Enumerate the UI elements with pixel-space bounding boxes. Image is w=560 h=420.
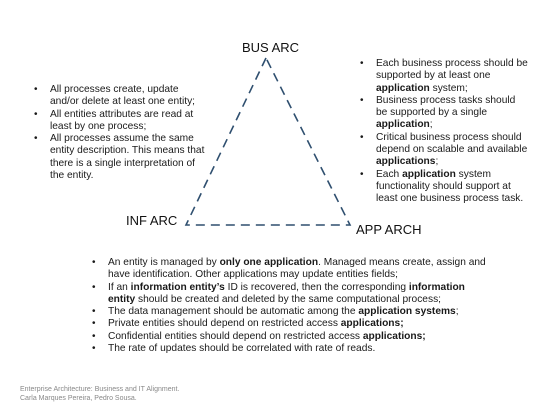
list-item-text: Private entities should depend on restricted access: [108, 318, 341, 330]
list-item-text: All entities attributes are read at least by one process;: [50, 108, 194, 132]
list-item-text: system functionality should support at least one business process task.: [376, 168, 524, 205]
list-item-text: All processes create, update and/or delete at least one entity;: [50, 84, 195, 108]
list-item: [92, 331, 487, 343]
list-item-text: If an: [108, 281, 131, 293]
footer-line-2: Carla Marques Pereira, Pedro Sousa.: [20, 395, 137, 402]
list-item-text: should be created and deleted by the same computational process;: [135, 293, 441, 305]
bus-app-rules-list: [360, 58, 528, 206]
list-item-text: Critical business process should depend on scalable and available: [376, 131, 528, 156]
list-item: [34, 133, 209, 182]
list-item-text: All processes assume the same entity description. This means that there is a single interpretation of the entity.: [50, 133, 205, 182]
list-item-text: An entity is managed by: [108, 257, 220, 268]
list-item: [92, 282, 487, 307]
list-item-text: Confidential entities should depend on restricted access: [108, 330, 363, 342]
list-item-text: Each business process should be supported by at least one: [376, 58, 528, 82]
inf-bus-rules-list: [34, 84, 209, 182]
list-item: [360, 58, 528, 95]
list-item-text: system;: [429, 82, 468, 94]
inf-app-rules-list: [92, 257, 487, 355]
list-item-text: application: [376, 119, 430, 131]
list-item-text: application systems: [358, 306, 456, 318]
list-item-text: applications;: [340, 318, 404, 330]
app-arch-label: APP ARCH: [356, 222, 422, 237]
list-item-text: . Managed means create, assign and have identification. Other applications may update entities fields;: [108, 257, 486, 281]
list-item-text: only one application: [219, 257, 319, 268]
list-item: [360, 169, 528, 206]
list-item-text: information entity’s: [130, 281, 225, 293]
list-item: [360, 132, 528, 169]
list-item-text: application: [376, 82, 430, 94]
list-item-text: ;: [435, 156, 439, 168]
footer-citation: [20, 385, 179, 403]
list-item-text: ;: [455, 306, 459, 318]
list-item: [360, 95, 528, 132]
list-item-text: Each: [376, 168, 403, 180]
list-item: [34, 109, 209, 134]
list-item-text: Business process tasks should be supported by a single: [376, 94, 516, 119]
list-item-text: application: [402, 168, 456, 180]
inf-arc-label: INF ARC: [126, 213, 178, 228]
list-item: [92, 306, 487, 318]
list-item-text: applications: [376, 156, 436, 168]
list-item: [92, 318, 487, 330]
dashed-triangle: [186, 58, 350, 225]
list-item: [92, 257, 487, 282]
list-item: [92, 343, 487, 355]
list-item-text: applications;: [362, 330, 426, 342]
list-item-text: information entity: [108, 281, 465, 305]
list-item-text: ;: [429, 119, 433, 131]
list-item: [34, 84, 209, 109]
list-item-text: The rate of updates should be correlated with rate of reads.: [108, 343, 376, 355]
footer-line-1: Enterprise Architecture: Business and IT Alignment.: [20, 386, 180, 393]
list-item-text: The data management should be automatic among the: [108, 306, 359, 318]
list-item-text: ID is recovered, then the corresponding: [224, 281, 409, 293]
bus-arc-label: BUS ARC: [242, 40, 300, 55]
